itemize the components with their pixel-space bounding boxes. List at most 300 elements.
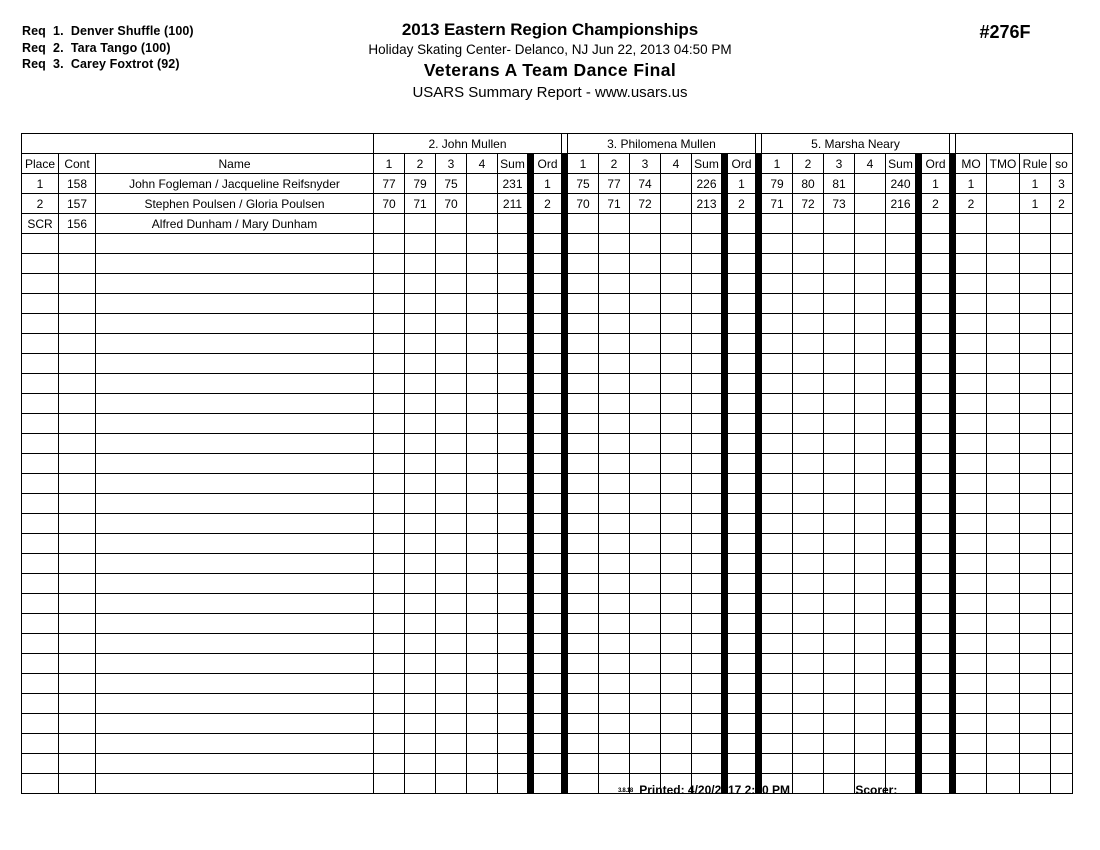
cell-mo	[956, 314, 987, 334]
cell-judge2-score2	[599, 654, 630, 674]
table-row-empty[interactable]	[22, 654, 1073, 674]
table-row-empty[interactable]	[22, 274, 1073, 294]
table-row-empty[interactable]	[22, 614, 1073, 634]
cell-judge3-score4	[855, 714, 886, 734]
cell-judge2-ord	[728, 554, 756, 574]
header-mo: MO	[956, 154, 987, 174]
cell-judge1-ord	[534, 414, 562, 434]
cell-judge3-sum	[886, 414, 916, 434]
cell-judge2-score3	[630, 754, 661, 774]
cell-judge2-score1	[568, 734, 599, 754]
cell-mo: 1	[956, 174, 987, 194]
cell-judge1-ord	[534, 514, 562, 534]
cell-judge2-sum	[692, 434, 722, 454]
report-subtitle: USARS Summary Report - www.usars.us	[412, 84, 688, 101]
cell-judge2-score2	[599, 614, 630, 634]
cell-judge2-score4	[661, 754, 692, 774]
cell-judge3-score1	[762, 754, 793, 774]
table-row-empty[interactable]	[22, 254, 1073, 274]
cell-judge3-score3	[824, 554, 855, 574]
cell-judge2-score3	[630, 254, 661, 274]
cell-tmo	[987, 574, 1020, 594]
cell-judge2-score2	[599, 274, 630, 294]
cell-judge1-ord	[534, 734, 562, 754]
cell-mo	[956, 574, 987, 594]
column-header-row	[22, 154, 1073, 174]
cell-so	[1051, 514, 1073, 534]
header-judge2-ord: Ord	[728, 154, 756, 174]
table-row-empty[interactable]	[22, 294, 1073, 314]
cell-judge3-score3	[824, 294, 855, 314]
cell-judge1-score4	[467, 214, 498, 234]
cell-judge3-score2	[793, 554, 824, 574]
cell-mo	[956, 254, 987, 274]
cell-judge1-score3	[436, 254, 467, 274]
table-row-empty[interactable]	[22, 774, 1073, 794]
cell-mo	[956, 274, 987, 294]
cell-judge1-ord	[534, 434, 562, 454]
cell-place	[22, 274, 59, 294]
cell-judge3-score4	[855, 214, 886, 234]
table-row-empty[interactable]	[22, 374, 1073, 394]
cell-so	[1051, 734, 1073, 754]
cell-mo	[956, 654, 987, 674]
cell-place	[22, 354, 59, 374]
cell-mo	[956, 534, 987, 554]
cell-tmo	[987, 194, 1020, 214]
table-row-empty[interactable]	[22, 354, 1073, 374]
cell-judge1-score3	[436, 294, 467, 314]
cell-judge1-ord	[534, 214, 562, 234]
cell-judge1-ord: 2	[534, 194, 562, 214]
required-dance-item: Req 3. Carey Foxtrot (92)	[22, 57, 180, 71]
cell-judge3-sum: 240	[886, 174, 916, 194]
cell-judge1-sum	[498, 294, 528, 314]
cell-judge3-score1	[762, 654, 793, 674]
table-row-empty[interactable]	[22, 754, 1073, 774]
cell-judge2-sum	[692, 514, 722, 534]
cell-judge3-score3	[824, 574, 855, 594]
cell-judge3-ord	[922, 574, 950, 594]
cell-mo	[956, 494, 987, 514]
cell-tmo	[987, 474, 1020, 494]
cell-tmo	[987, 234, 1020, 254]
cell-place	[22, 574, 59, 594]
cell-judge2-ord	[728, 474, 756, 494]
cell-judge2-sum	[692, 334, 722, 354]
table-row-empty[interactable]	[22, 414, 1073, 434]
cell-judge1-score4	[467, 414, 498, 434]
cell-judge3-score4	[855, 174, 886, 194]
event-title: 2013 Eastern Region Championships	[401, 20, 699, 39]
cell-rule	[1020, 694, 1051, 714]
cell-so	[1051, 274, 1073, 294]
cell-judge3-score4	[855, 374, 886, 394]
cell-judge1-score3	[436, 554, 467, 574]
table-row-empty[interactable]	[22, 314, 1073, 334]
cell-judge3-score4	[855, 454, 886, 474]
cell-judge2-ord	[728, 414, 756, 434]
cell-tmo	[987, 214, 1020, 234]
cell-judge3-score2	[793, 694, 824, 714]
cell-judge2-score2	[599, 594, 630, 614]
cell-judge3-score3	[824, 534, 855, 554]
cell-so	[1051, 554, 1073, 574]
cell-judge3-score1	[762, 334, 793, 354]
event-number: #276F	[979, 22, 1031, 42]
cell-judge1-sum	[498, 374, 528, 394]
cell-judge3-score3	[824, 414, 855, 434]
cell-judge3-score1: 79	[762, 174, 793, 194]
cell-judge2-score2	[599, 754, 630, 774]
cell-judge3-score2: 72	[793, 194, 824, 214]
cell-cont: 157	[59, 194, 96, 214]
scorer-label: Scorer:	[855, 783, 898, 797]
cell-judge1-score4	[467, 614, 498, 634]
cell-judge2-score2	[599, 294, 630, 314]
header-judge1-ord: Ord	[534, 154, 562, 174]
cell-place	[22, 774, 59, 794]
cell-judge3-score4	[855, 754, 886, 774]
cell-judge2-score1	[568, 614, 599, 634]
cell-judge2-score4	[661, 694, 692, 714]
cell-judge2-ord	[728, 434, 756, 454]
cell-judge3-sum	[886, 354, 916, 374]
cell-judge1-score4	[467, 594, 498, 614]
cell-judge2-score1	[568, 674, 599, 694]
cell-judge2-score1	[568, 394, 599, 414]
cell-place	[22, 394, 59, 414]
cell-judge3-score2	[793, 614, 824, 634]
cell-judge3-score2	[793, 534, 824, 554]
cell-judge3-score4	[855, 674, 886, 694]
cell-rule: 1	[1020, 174, 1051, 194]
cell-judge2-score4	[661, 654, 692, 674]
cell-place	[22, 314, 59, 334]
cell-rule	[1020, 394, 1051, 414]
cell-rule	[1020, 474, 1051, 494]
cell-name	[96, 354, 374, 374]
cell-rule	[1020, 494, 1051, 514]
cell-judge2-sum	[692, 414, 722, 434]
cell-so	[1051, 694, 1073, 714]
cell-judge3-sum	[886, 694, 916, 714]
cell-judge2-score1	[568, 374, 599, 394]
cell-cont	[59, 554, 96, 574]
cell-cont	[59, 294, 96, 314]
cell-judge1-score2	[405, 554, 436, 574]
cell-so	[1051, 434, 1073, 454]
cell-judge2-ord	[728, 214, 756, 234]
cell-judge1-score4	[467, 534, 498, 554]
cell-judge3-ord	[922, 254, 950, 274]
cell-judge3-score3	[824, 494, 855, 514]
cell-judge1-sum	[498, 714, 528, 734]
cell-judge2-score3	[630, 674, 661, 694]
table-row-empty[interactable]	[22, 514, 1073, 534]
cell-judge1-score2	[405, 654, 436, 674]
cell-judge3-score2	[793, 494, 824, 514]
cell-judge1-sum	[498, 514, 528, 534]
cell-so	[1051, 214, 1073, 234]
table-row-empty[interactable]	[22, 714, 1073, 734]
cell-judge3-score2	[793, 374, 824, 394]
cell-judge1-score1: 77	[374, 174, 405, 194]
cell-judge1-ord	[534, 314, 562, 334]
cell-judge1-score4	[467, 734, 498, 754]
cell-judge2-score2	[599, 334, 630, 354]
table-row-empty[interactable]	[22, 734, 1073, 754]
table-row-empty[interactable]	[22, 634, 1073, 654]
table-row-empty[interactable]	[22, 434, 1073, 454]
cell-judge2-score3	[630, 454, 661, 474]
cell-judge2-score3	[630, 534, 661, 554]
cell-judge3-score4	[855, 394, 886, 414]
cell-judge3-ord	[922, 674, 950, 694]
cell-judge2-ord	[728, 734, 756, 754]
header-judge1-sum: Sum	[498, 154, 528, 174]
cell-judge3-score1	[762, 514, 793, 534]
cell-judge1-ord	[534, 534, 562, 554]
cell-so	[1051, 354, 1073, 374]
cell-judge3-score4	[855, 274, 886, 294]
table-row[interactable]	[22, 194, 1073, 214]
cell-judge3-score1	[762, 234, 793, 254]
cell-judge3-score1	[762, 494, 793, 514]
cell-judge3-sum	[886, 374, 916, 394]
cell-judge1-score4	[467, 474, 498, 494]
cell-judge2-score4	[661, 474, 692, 494]
cell-judge2-score3	[630, 234, 661, 254]
cell-cont: 158	[59, 174, 96, 194]
cell-rule	[1020, 314, 1051, 334]
cell-judge1-score2	[405, 634, 436, 654]
cell-tmo	[987, 294, 1020, 314]
cell-tmo	[987, 314, 1020, 334]
cell-judge2-ord	[728, 394, 756, 414]
required-dances-list	[22, 23, 194, 73]
cell-judge1-score3	[436, 614, 467, 634]
cell-judge1-sum	[498, 334, 528, 354]
cell-judge1-score1	[374, 394, 405, 414]
cell-judge1-score1	[374, 574, 405, 594]
cell-judge2-score3: 72	[630, 194, 661, 214]
cell-judge2-score2	[599, 694, 630, 714]
cell-so	[1051, 494, 1073, 514]
cell-judge2-score2	[599, 734, 630, 754]
header-judge2-1: 1	[568, 154, 599, 174]
table-row-empty[interactable]	[22, 694, 1073, 714]
cell-judge2-score3	[630, 394, 661, 414]
cell-cont	[59, 514, 96, 534]
cell-judge2-sum	[692, 594, 722, 614]
cell-judge1-sum	[498, 414, 528, 434]
cell-judge1-score2	[405, 434, 436, 454]
cell-judge2-sum	[692, 274, 722, 294]
cell-judge2-score1	[568, 654, 599, 674]
cell-judge2-score4	[661, 614, 692, 634]
cell-judge2-ord	[728, 514, 756, 534]
cell-judge2-ord	[728, 614, 756, 634]
cell-judge2-score2	[599, 514, 630, 534]
table-row-empty[interactable]	[22, 454, 1073, 474]
cell-judge2-ord	[728, 654, 756, 674]
cell-judge3-score1	[762, 534, 793, 554]
cell-judge3-score3	[824, 434, 855, 454]
cell-tmo	[987, 254, 1020, 274]
cell-judge1-ord	[534, 374, 562, 394]
cell-name	[96, 634, 374, 654]
cell-judge2-score3	[630, 314, 661, 334]
header-cont: Cont	[59, 154, 96, 174]
cell-judge2-ord	[728, 374, 756, 394]
cell-judge1-score2	[405, 394, 436, 414]
cell-judge1-score3	[436, 714, 467, 734]
cell-judge3-score1	[762, 594, 793, 614]
cell-judge1-score3	[436, 454, 467, 474]
table-row-empty[interactable]	[22, 334, 1073, 354]
cell-judge2-score3	[630, 634, 661, 654]
cell-judge1-score1	[374, 734, 405, 754]
cell-mo	[956, 394, 987, 414]
cell-judge1-score2: 71	[405, 194, 436, 214]
cell-judge2-score1	[568, 414, 599, 434]
cell-judge1-score4	[467, 714, 498, 734]
cell-so	[1051, 714, 1073, 734]
cell-judge3-ord	[922, 274, 950, 294]
summary-score-table	[21, 133, 1073, 794]
cell-tmo	[987, 394, 1020, 414]
cell-name	[96, 274, 374, 294]
cell-mo: 2	[956, 194, 987, 214]
cell-tmo	[987, 594, 1020, 614]
cell-judge1-ord	[534, 774, 562, 794]
cell-judge1-sum: 211	[498, 194, 528, 214]
cell-cont	[59, 334, 96, 354]
cell-judge2-score2	[599, 314, 630, 334]
cell-place	[22, 754, 59, 774]
cell-judge1-sum	[498, 654, 528, 674]
table-row-empty[interactable]	[22, 554, 1073, 574]
cell-judge2-score4	[661, 314, 692, 334]
cell-rule	[1020, 514, 1051, 534]
cell-judge3-sum	[886, 634, 916, 654]
cell-judge1-score4	[467, 314, 498, 334]
table-row-empty[interactable]	[22, 534, 1073, 554]
cell-mo	[956, 514, 987, 534]
cell-judge3-ord	[922, 554, 950, 574]
table-row-empty[interactable]	[22, 474, 1073, 494]
cell-judge2-score3	[630, 594, 661, 614]
cell-judge2-score4	[661, 734, 692, 754]
cell-judge1-score1	[374, 634, 405, 654]
cell-name	[96, 394, 374, 414]
cell-place	[22, 674, 59, 694]
cell-judge1-score3	[436, 514, 467, 534]
table-row-empty[interactable]	[22, 594, 1073, 614]
cell-name	[96, 654, 374, 674]
cell-judge1-sum	[498, 774, 528, 794]
cell-judge3-sum	[886, 394, 916, 414]
cell-cont	[59, 434, 96, 454]
cell-judge2-sum	[692, 574, 722, 594]
cell-judge2-score1	[568, 454, 599, 474]
cell-judge3-sum	[886, 574, 916, 594]
cell-judge3-score2	[793, 714, 824, 734]
cell-judge2-sum	[692, 234, 722, 254]
cell-judge2-ord	[728, 314, 756, 334]
cell-judge3-sum	[886, 754, 916, 774]
cell-so	[1051, 674, 1073, 694]
cell-mo	[956, 714, 987, 734]
cell-judge1-score2	[405, 494, 436, 514]
cell-cont	[59, 694, 96, 714]
cell-judge1-sum	[498, 594, 528, 614]
cell-cont: 156	[59, 214, 96, 234]
cell-judge1-score4	[467, 674, 498, 694]
table-row-empty[interactable]	[22, 574, 1073, 594]
cell-name	[96, 534, 374, 554]
cell-judge3-score3	[824, 754, 855, 774]
cell-judge3-score1	[762, 414, 793, 434]
cell-place	[22, 234, 59, 254]
cell-place	[22, 374, 59, 394]
cell-judge1-ord	[534, 294, 562, 314]
cell-judge3-score4	[855, 634, 886, 654]
table-row-empty[interactable]	[22, 394, 1073, 414]
cell-judge3-sum	[886, 294, 916, 314]
cell-judge1-score3	[436, 774, 467, 794]
cell-tmo	[987, 654, 1020, 674]
cell-judge2-score4	[661, 574, 692, 594]
cell-judge1-ord	[534, 594, 562, 614]
table-row-empty[interactable]	[22, 234, 1073, 254]
header-place: Place	[22, 154, 59, 174]
cell-place	[22, 294, 59, 314]
table-row-empty[interactable]	[22, 494, 1073, 514]
cell-judge2-ord	[728, 254, 756, 274]
cell-judge2-score1	[568, 494, 599, 514]
cell-judge2-score4	[661, 254, 692, 274]
cell-so: 2	[1051, 194, 1073, 214]
cell-judge2-score4	[661, 534, 692, 554]
cell-so	[1051, 314, 1073, 334]
cell-cont	[59, 574, 96, 594]
cell-rule	[1020, 594, 1051, 614]
cell-judge1-sum	[498, 354, 528, 374]
cell-judge1-score2	[405, 354, 436, 374]
cell-judge3-ord: 2	[922, 194, 950, 214]
cell-judge3-score3	[824, 314, 855, 334]
cell-name	[96, 434, 374, 454]
cell-judge1-score2	[405, 574, 436, 594]
cell-judge2-score3	[630, 374, 661, 394]
cell-judge3-score2	[793, 414, 824, 434]
cell-judge3-score4	[855, 334, 886, 354]
table-row[interactable]	[22, 174, 1073, 194]
cell-judge3-score2	[793, 474, 824, 494]
cell-judge3-ord	[922, 314, 950, 334]
cell-judge1-score3	[436, 434, 467, 454]
table-row[interactable]	[22, 214, 1073, 234]
cell-judge1-score4	[467, 454, 498, 474]
cell-name	[96, 294, 374, 314]
cell-judge2-score4	[661, 234, 692, 254]
table-row-empty[interactable]	[22, 674, 1073, 694]
cell-judge1-score1	[374, 474, 405, 494]
cell-judge2-score1	[568, 534, 599, 554]
cell-judge3-sum	[886, 334, 916, 354]
